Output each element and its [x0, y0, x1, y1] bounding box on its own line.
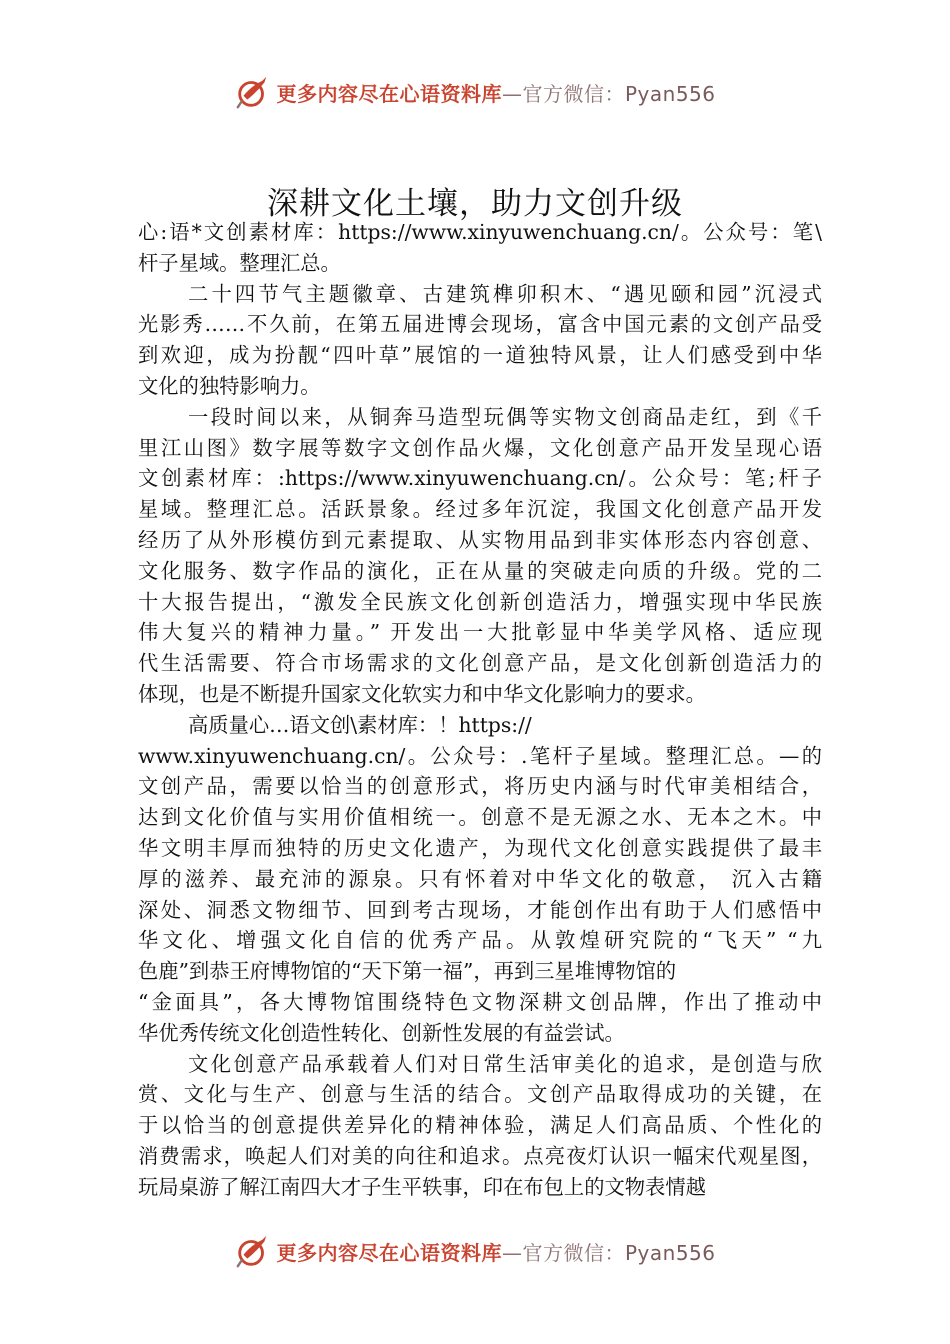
body-line: 经历了从外形模仿到元素提取、从实物用品到非实体形态内容创意、 — [138, 527, 822, 552]
body-line: 文化创意产品承载着人们对日常生活审美化的追求，是创造与欣 — [188, 1051, 822, 1076]
footer-watermark — [0, 1229, 950, 1273]
body-line: 里江山图》数字展等数字文创作品火爆，文化创意产品开发呈现心语 — [138, 435, 822, 460]
watermark-wechat-id: Pyan556 — [624, 81, 716, 106]
body-line: 色鹿”到恭王府博物馆的“天下第一福”，再到三星堆博物馆的 — [138, 959, 677, 984]
watermark-separator: — — [501, 81, 523, 106]
watermark-text — [276, 78, 715, 107]
watermark-inner — [234, 73, 715, 111]
watermark-wechat-id: Pyan556 — [624, 1240, 716, 1265]
body-line: 高质量心…语文创\素材库：！https:// — [188, 712, 532, 737]
body-line: 深处、洞悉文物细节、回到考古现场，才能创作出有助于人们感悟中 — [138, 897, 822, 922]
watermark-text — [276, 1237, 715, 1266]
body-line: www.xinyuwenchuang.cn/。公众号：.笔杆子星域。整理汇总。—的 — [138, 743, 822, 768]
body-line: 十大报告提出，“激发全民族文化创新创造活力，增强实现中华民族 — [138, 589, 822, 614]
watermark-label: 官方微信： — [522, 81, 625, 106]
body-line: 二十四节气主题徽章、古建筑榫卯积木、“遇见颐和园”沉浸式 — [188, 281, 822, 306]
article-body — [138, 217, 822, 1203]
body-line: 华文明丰厚而独特的历史文化遗产，为现代文化创意实践提供了最丰 — [138, 835, 822, 860]
body-line: 星域。整理汇总。活跃景象。经过多年沉淀，我国文化创意产品开发 — [138, 497, 822, 522]
body-line: 代生活需要、符合市场需求的文化创意产品，是文化创新创造活力的 — [138, 651, 822, 676]
body-line: 杆子星域。整理汇总。 — [138, 250, 341, 275]
body-line: 华文化、增强文化自信的优秀产品。从敦煌研究院的“飞天” “九 — [138, 928, 822, 953]
body-line: 厚的滋养、最充沛的源泉。只有怀着对中华文化的敬意， 沉入古籍 — [138, 866, 822, 891]
watermark-label: 官方微信： — [522, 1240, 625, 1265]
watermark-brand: 更多内容尽在心语资料库 — [276, 1240, 502, 1265]
header-watermark — [0, 70, 950, 114]
body-line: “金面具”，各大博物馆围绕特色文物深耕文创品牌，作出了推动中 — [138, 989, 822, 1014]
body-line: 到欢迎，成为扮靓“四叶草”展馆的一道独特风景，让人们感受到中华 — [138, 343, 822, 368]
body-line: 文化的独特影响力。 — [138, 373, 321, 398]
body-line: 赏、文化与生产、创意与生活的结合。文创产品取得成功的关键，在 — [138, 1082, 822, 1107]
watermark-brand: 更多内容尽在心语资料库 — [276, 81, 502, 106]
brush-logo-icon — [234, 73, 272, 111]
body-line: 文化服务、数字作品的演化，正在从量的突破走向质的升级。党的二 — [138, 558, 822, 583]
body-line: 于以恰当的创意提供差异化的精神体验，满足人们高品质、个性化的 — [138, 1113, 822, 1138]
brush-logo-icon — [234, 1232, 272, 1270]
body-line: 光影秀……不久前，在第五届进博会现场，富含中国元素的文创产品受 — [138, 312, 822, 337]
body-line: 文创素材库：:https://www.xinyuwenchuang.cn/。公众号：笔;杆子 — [138, 466, 822, 491]
body-line: 达到文化价值与实用价值相统一。创意不是无源之水、无本之木。中 — [138, 805, 822, 830]
article-title: 深耕文化土壤，助力文创升级 — [267, 186, 683, 222]
watermark-inner — [234, 1232, 715, 1270]
body-line: 一段时间以来，从铜奔马造型玩偶等实物文创商品走红，到《千 — [188, 404, 822, 429]
watermark-separator: — — [501, 1240, 523, 1265]
body-line: 伟大复兴的精神力量。” 开发出一大批彰显中华美学风格、适应现 — [138, 620, 822, 645]
body-line: 心:语*文创素材库：https://www.xinyuwenchuang.cn/。公众号：笔\ — [138, 220, 822, 244]
body-line: 文创产品，需要以恰当的创意形式，将历史内涵与时代审美相结合， — [138, 774, 822, 799]
body-line: 消费需求，唤起人们对美的向往和追求。点亮夜灯认识一幅宋代观星图， — [138, 1143, 822, 1168]
body-line: 华优秀传统文化创造性转化、创新性发展的有益尝试。 — [138, 1020, 625, 1045]
body-line: 玩局桌游了解江南四大才子生平轶事，印在布包上的文物表情越 — [138, 1174, 706, 1199]
body-line: 体现，也是不断提升国家文化软实力和中华文化影响力的要求。 — [138, 681, 706, 706]
